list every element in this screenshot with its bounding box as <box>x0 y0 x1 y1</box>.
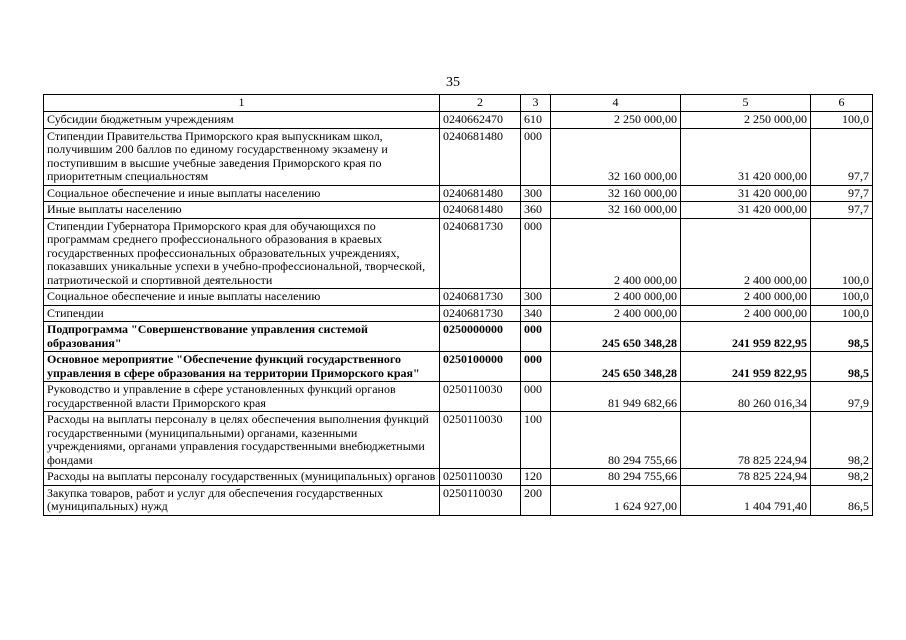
row-name-cell: Стипендии Правительства Приморского края выпускникам школ, получившим 200 баллов по единому государственному экзамену и поступившим в высшие учебные заведения Приморского края по приоритетным специальностям <box>44 128 440 185</box>
page-number: 35 <box>446 75 460 90</box>
row-percent-cell: 97,7 <box>811 202 873 219</box>
table-row <box>44 322 873 352</box>
row-type-cell: 200 <box>521 485 551 515</box>
table-row <box>44 218 873 289</box>
table-row <box>44 185 873 202</box>
row-percent-cell: 86,5 <box>811 485 873 515</box>
row-code-cell: 0240662470 <box>440 112 521 129</box>
row-name-cell: Стипендии <box>44 305 440 322</box>
row-code-cell: 0250100000 <box>440 352 521 382</box>
row-fact-cell: 2 400 000,00 <box>681 218 811 289</box>
table-header-row <box>44 95 873 112</box>
row-name-cell: Иные выплаты населению <box>44 202 440 219</box>
row-percent-cell: 100,0 <box>811 112 873 129</box>
row-fact-cell: 241 959 822,95 <box>681 322 811 352</box>
row-fact-cell: 80 260 016,34 <box>681 382 811 412</box>
budget-table <box>43 94 873 516</box>
row-code-cell: 0240681730 <box>440 305 521 322</box>
row-type-cell: 120 <box>521 469 551 486</box>
table-row <box>44 412 873 469</box>
table-row <box>44 469 873 486</box>
table-row <box>44 382 873 412</box>
column-header: 3 <box>521 95 551 112</box>
row-plan-cell: 32 160 000,00 <box>551 185 681 202</box>
row-code-cell: 0250110030 <box>440 412 521 469</box>
row-percent-cell: 98,5 <box>811 352 873 382</box>
row-type-cell: 100 <box>521 412 551 469</box>
row-type-cell: 000 <box>521 352 551 382</box>
row-name-cell: Стипендии Губернатора Приморского края для обучающихся по программам среднего профессионального образования в краевых государственных профессиональных образовательных учреждениях, показавших уникальные успехи в учебно-профессиональной, творческой, патриотической и спортивной деятельности <box>44 218 440 289</box>
row-percent-cell: 97,7 <box>811 185 873 202</box>
row-type-cell: 340 <box>521 305 551 322</box>
row-name-cell: Субсидии бюджетным учреждениям <box>44 112 440 129</box>
row-percent-cell: 100,0 <box>811 289 873 306</box>
row-code-cell: 0240681480 <box>440 202 521 219</box>
row-plan-cell: 81 949 682,66 <box>551 382 681 412</box>
column-header: 4 <box>551 95 681 112</box>
column-header: 6 <box>811 95 873 112</box>
row-plan-cell: 32 160 000,00 <box>551 202 681 219</box>
row-plan-cell: 2 400 000,00 <box>551 305 681 322</box>
table-row <box>44 485 873 515</box>
row-fact-cell: 241 959 822,95 <box>681 352 811 382</box>
row-percent-cell: 100,0 <box>811 218 873 289</box>
row-code-cell: 0250000000 <box>440 322 521 352</box>
row-code-cell: 0240681480 <box>440 128 521 185</box>
row-percent-cell: 98,2 <box>811 469 873 486</box>
row-fact-cell: 2 400 000,00 <box>681 305 811 322</box>
row-code-cell: 0250110030 <box>440 382 521 412</box>
row-percent-cell: 97,9 <box>811 382 873 412</box>
row-type-cell: 000 <box>521 382 551 412</box>
column-header: 1 <box>44 95 440 112</box>
row-name-cell: Социальное обеспечение и иные выплаты населению <box>44 289 440 306</box>
row-code-cell: 0250110030 <box>440 469 521 486</box>
row-plan-cell: 80 294 755,66 <box>551 469 681 486</box>
row-name-cell: Основное мероприятие "Обеспечение функций государственного управления в сфере образования на территории Приморского края" <box>44 352 440 382</box>
row-plan-cell: 2 400 000,00 <box>551 218 681 289</box>
row-fact-cell: 2 400 000,00 <box>681 289 811 306</box>
row-name-cell: Руководство и управление в сфере установленных функций органов государственной власти Приморского края <box>44 382 440 412</box>
row-fact-cell: 1 404 791,40 <box>681 485 811 515</box>
row-percent-cell: 97,7 <box>811 128 873 185</box>
table-row <box>44 352 873 382</box>
row-type-cell: 610 <box>521 112 551 129</box>
row-type-cell: 300 <box>521 289 551 306</box>
row-type-cell: 000 <box>521 322 551 352</box>
row-plan-cell: 245 650 348,28 <box>551 322 681 352</box>
row-plan-cell: 80 294 755,66 <box>551 412 681 469</box>
table-row <box>44 289 873 306</box>
row-percent-cell: 100,0 <box>811 305 873 322</box>
row-fact-cell: 31 420 000,00 <box>681 185 811 202</box>
row-fact-cell: 78 825 224,94 <box>681 412 811 469</box>
row-plan-cell: 2 400 000,00 <box>551 289 681 306</box>
row-percent-cell: 98,2 <box>811 412 873 469</box>
table-row <box>44 112 873 129</box>
row-fact-cell: 2 250 000,00 <box>681 112 811 129</box>
row-percent-cell: 98,5 <box>811 322 873 352</box>
row-name-cell: Расходы на выплаты персоналу в целях обеспечения выполнения функций государственными (муниципальными) органами, казенными учреждениями, органами управления государственными внебюджетными фондами <box>44 412 440 469</box>
row-name-cell: Подпрограмма "Совершенствование управления системой образования" <box>44 322 440 352</box>
row-fact-cell: 31 420 000,00 <box>681 202 811 219</box>
row-code-cell: 0250110030 <box>440 485 521 515</box>
row-type-cell: 000 <box>521 218 551 289</box>
row-name-cell: Закупка товаров, работ и услуг для обеспечения государственных (муниципальных) нужд <box>44 485 440 515</box>
row-type-cell: 000 <box>521 128 551 185</box>
table-row <box>44 128 873 185</box>
column-header: 2 <box>440 95 521 112</box>
row-plan-cell: 32 160 000,00 <box>551 128 681 185</box>
row-fact-cell: 78 825 224,94 <box>681 469 811 486</box>
row-name-cell: Расходы на выплаты персоналу государственных (муниципальных) органов <box>44 469 440 486</box>
row-fact-cell: 31 420 000,00 <box>681 128 811 185</box>
row-type-cell: 360 <box>521 202 551 219</box>
table-row <box>44 305 873 322</box>
row-plan-cell: 1 624 927,00 <box>551 485 681 515</box>
column-header: 5 <box>681 95 811 112</box>
row-plan-cell: 2 250 000,00 <box>551 112 681 129</box>
row-type-cell: 300 <box>521 185 551 202</box>
row-code-cell: 0240681480 <box>440 185 521 202</box>
row-code-cell: 0240681730 <box>440 289 521 306</box>
row-name-cell: Социальное обеспечение и иные выплаты населению <box>44 185 440 202</box>
row-code-cell: 0240681730 <box>440 218 521 289</box>
table-row <box>44 202 873 219</box>
row-plan-cell: 245 650 348,28 <box>551 352 681 382</box>
